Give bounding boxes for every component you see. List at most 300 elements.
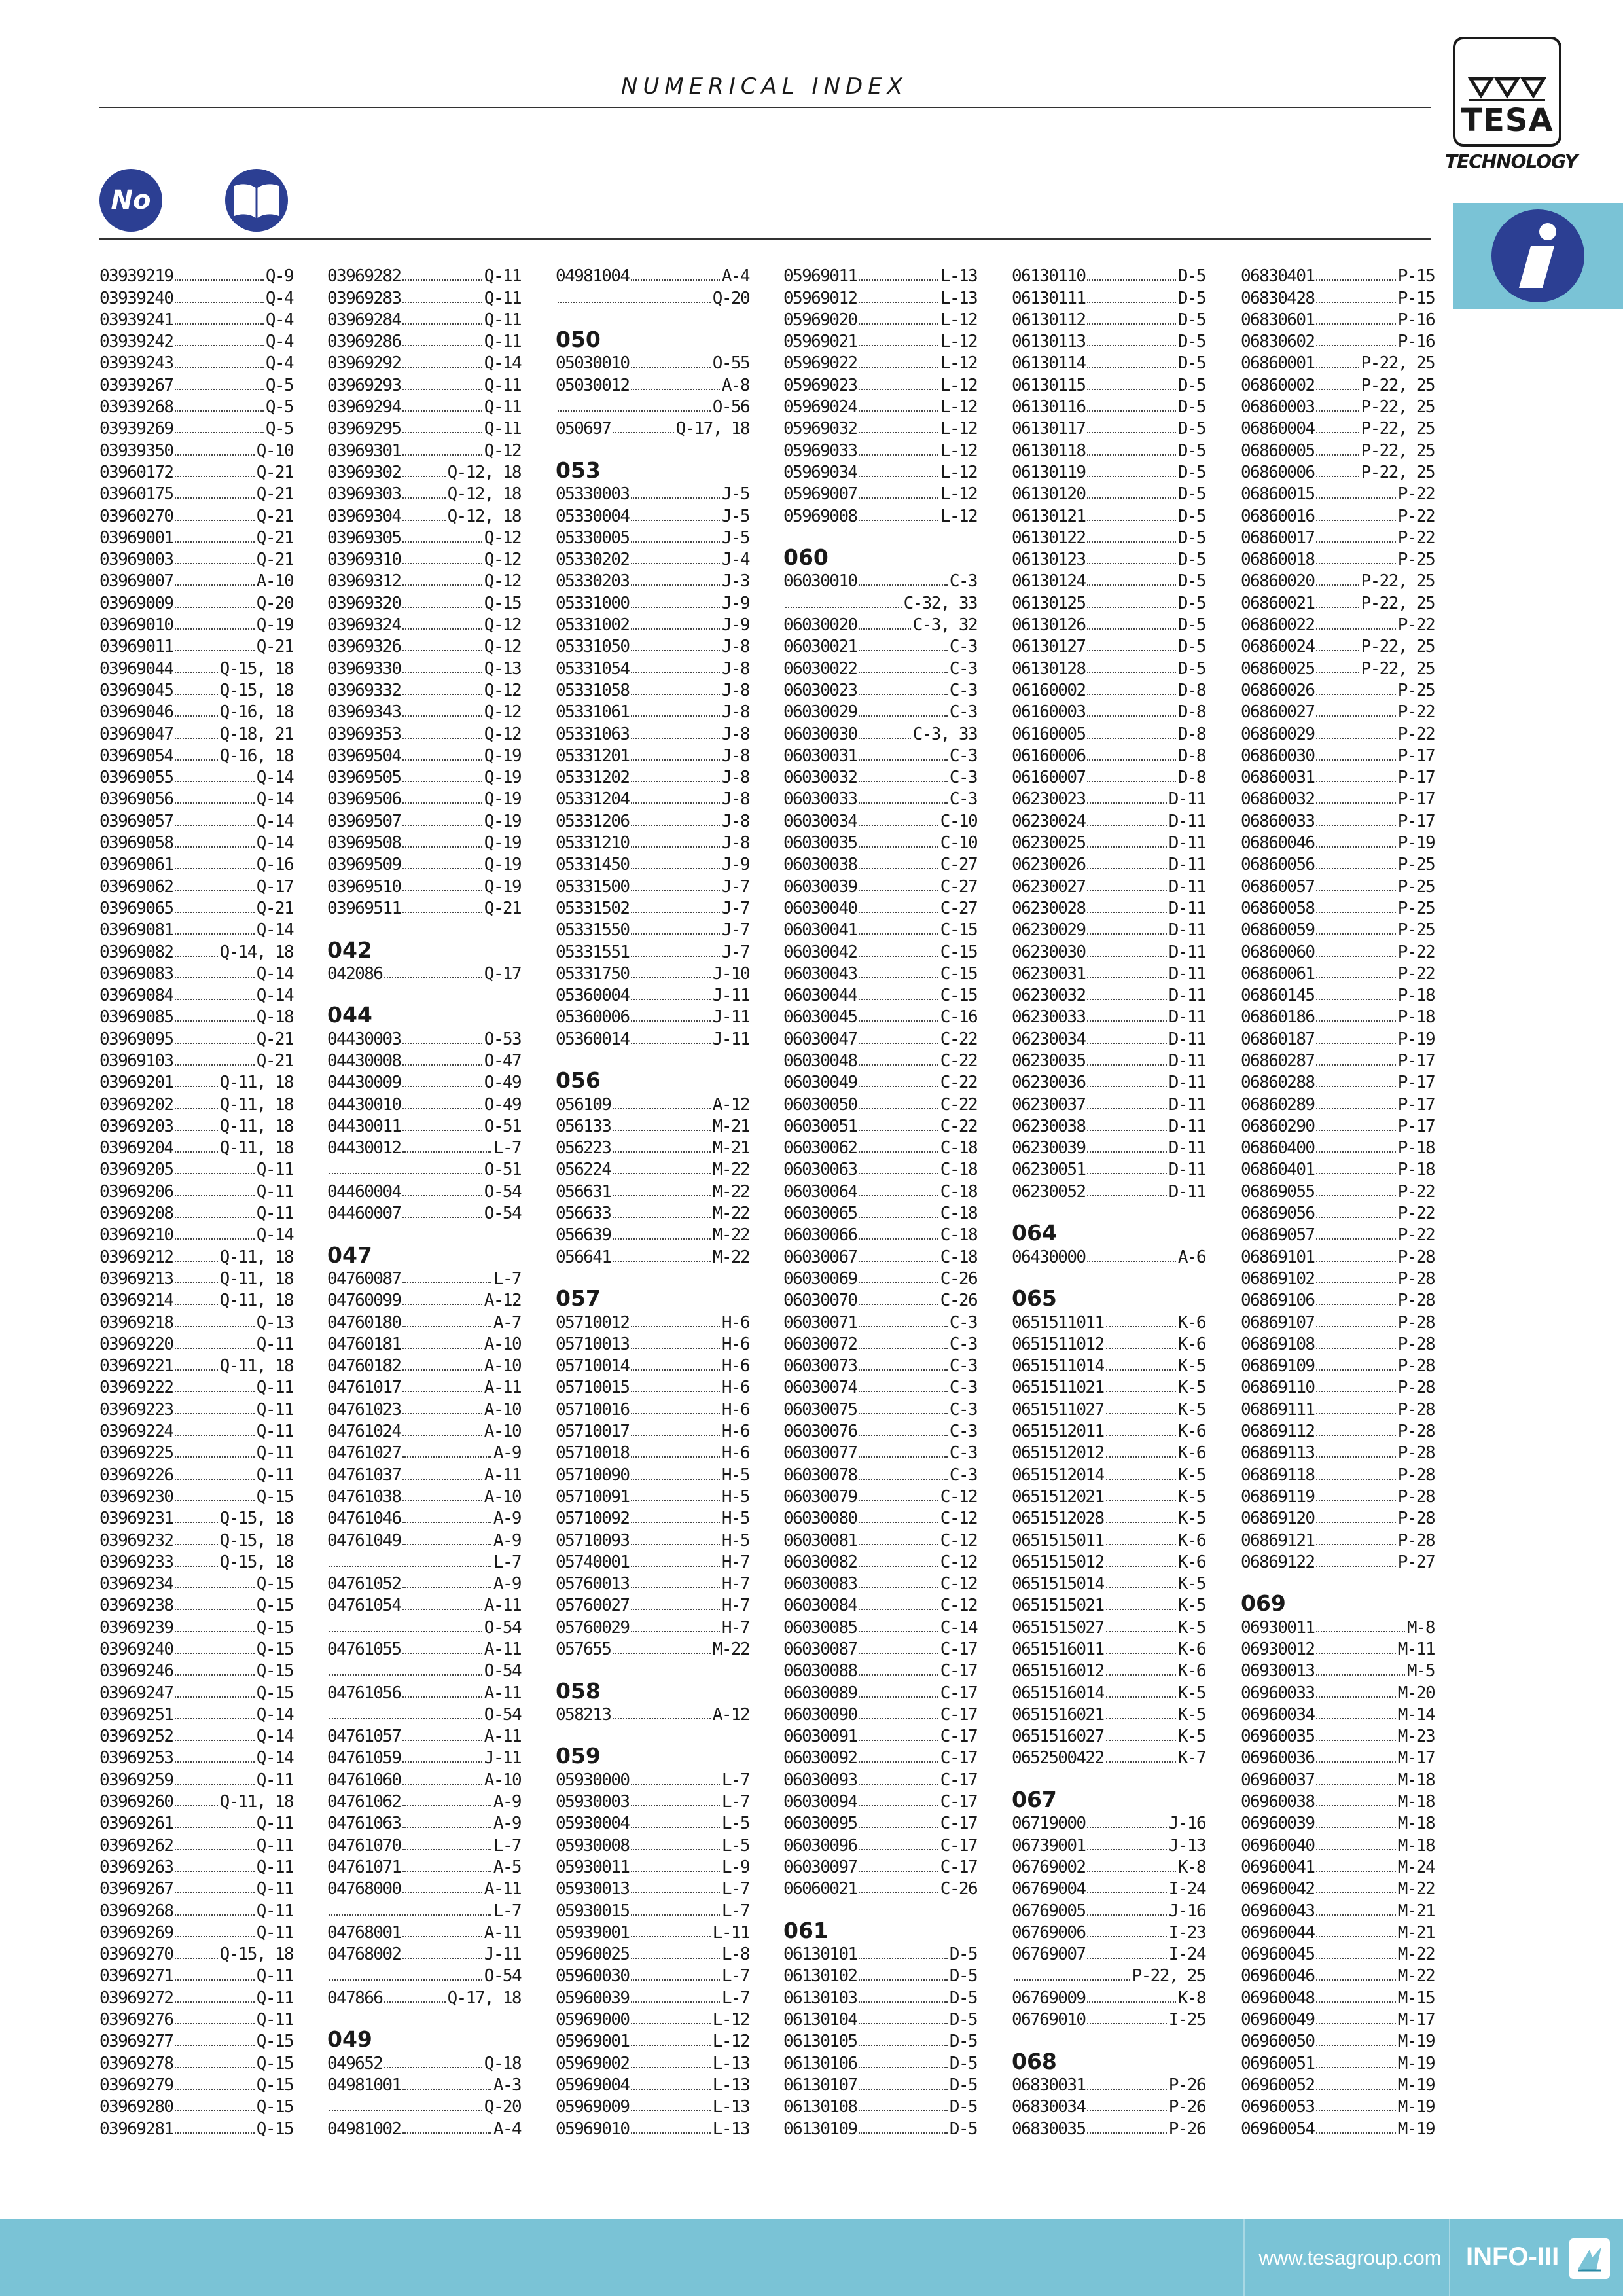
index-entry [1241, 1725, 1435, 1746]
index-entry [556, 1202, 749, 1223]
page-reference: J-4 [721, 550, 749, 570]
page-reference: Q-11 [256, 1988, 293, 2008]
page-reference: L-7 [721, 1988, 749, 2008]
dot-leader [402, 584, 482, 586]
article-number: 03969065 [99, 898, 173, 918]
article-number: 04761071 [327, 1857, 401, 1877]
article-number: 06130108 [783, 2097, 857, 2117]
page-reference: P-17 [1397, 789, 1435, 810]
index-entry [99, 1441, 293, 1463]
page-reference: M-22 [712, 1225, 749, 1246]
page-reference: L-8 [721, 1945, 749, 1965]
group-heading: 060 [783, 545, 829, 571]
article-number: 06869106 [1241, 1291, 1315, 1311]
index-entry [1012, 1833, 1205, 1855]
dot-leader [329, 1914, 491, 1916]
article-number: 06030050 [783, 1094, 857, 1115]
page-reference: M-19 [1397, 2032, 1435, 2052]
index-entry [1012, 526, 1205, 548]
page-reference: Q-12 [484, 571, 521, 592]
dot-leader [175, 345, 263, 346]
index-entry [327, 853, 521, 874]
index-entry [327, 1986, 521, 2007]
dot-leader [175, 738, 217, 739]
article-number: 03969292 [327, 353, 401, 374]
page-reference: D-11 [1168, 963, 1205, 984]
dot-leader [1087, 781, 1175, 782]
page-reference: H-5 [721, 1486, 749, 1507]
index-entry [783, 722, 977, 744]
index-entry [99, 1594, 293, 1615]
dot-leader [1316, 802, 1395, 804]
dot-leader [631, 672, 719, 673]
dot-leader [859, 476, 938, 477]
index-entry [99, 1005, 293, 1027]
article-number: 04761052 [327, 1574, 401, 1594]
page-reference: C-15 [940, 963, 977, 984]
index-entry [1241, 1507, 1435, 1528]
dot-leader [859, 1151, 938, 1153]
index-entry [1241, 722, 1435, 744]
article-number: 05969009 [556, 2097, 630, 2117]
page-reference: C-3 [949, 702, 977, 723]
dot-leader [859, 1413, 947, 1414]
dot-leader [1316, 672, 1359, 673]
page-reference: Q-12, 18 [447, 506, 521, 526]
dot-leader [402, 1761, 482, 1763]
page-reference: M-22 [712, 1181, 749, 1202]
page-reference: D-5 [1177, 615, 1205, 636]
index-entry [99, 2051, 293, 2073]
group-heading: 068 [1012, 2048, 1057, 2074]
dot-leader [175, 1587, 254, 1588]
index-entry [783, 1790, 977, 1812]
page-reference: O-53 [484, 1029, 521, 1049]
article-number: 06960040 [1241, 1835, 1315, 1856]
page-reference: M-17 [1397, 1748, 1435, 1768]
index-entry [99, 2073, 293, 2095]
dot-leader [631, 1849, 719, 1850]
page-reference: Q-17, 18 [447, 1988, 521, 2008]
article-number: 06030085 [783, 1617, 857, 1638]
index-entry [783, 504, 977, 526]
index-entry [1012, 918, 1205, 940]
page-reference: C-12 [940, 1530, 977, 1551]
page-reference: P-28 [1397, 1443, 1435, 1463]
article-number: 04430009 [327, 1073, 401, 1093]
dot-leader [859, 323, 938, 325]
index-entry [556, 613, 749, 635]
article-number: 03969223 [99, 1399, 173, 1420]
article-number: 03969276 [99, 2010, 173, 2030]
article-number: 03969233 [99, 1552, 173, 1572]
article-number: 056641 [556, 1247, 611, 1267]
dot-leader [631, 1544, 719, 1545]
index-entry [1012, 874, 1205, 896]
index-entry [327, 1528, 521, 1550]
index-entry [327, 2117, 521, 2138]
index-entry [99, 1986, 293, 2007]
index-entry [1012, 940, 1205, 961]
index-entry [1012, 1528, 1205, 1550]
index-entry [327, 1092, 521, 1114]
article-number: 06719000 [1012, 1814, 1086, 1834]
page-reference: D-8 [1177, 745, 1205, 766]
dot-leader [859, 2001, 947, 2003]
index-column-2 [327, 264, 521, 2139]
dot-leader [631, 977, 710, 978]
index-entry [1241, 264, 1435, 286]
page-reference: K-5 [1177, 1617, 1205, 1638]
page-reference: D-11 [1168, 1050, 1205, 1071]
dot-leader [859, 1304, 938, 1305]
article-number: 05969033 [783, 440, 857, 461]
article-number: 06960034 [1241, 1704, 1315, 1725]
index-entry [1241, 766, 1435, 787]
page-reference: P-28 [1397, 1247, 1435, 1267]
index-entry [99, 1943, 293, 1964]
index-entry [783, 613, 977, 635]
article-number: 06960043 [1241, 1901, 1315, 1921]
index-entry [556, 1790, 749, 1812]
dot-leader [329, 1631, 482, 1632]
index-entry [1012, 1507, 1205, 1528]
article-number: 06030065 [783, 1204, 857, 1224]
dot-leader [1087, 825, 1166, 826]
index-entry [1012, 1877, 1205, 1899]
page-reference: Q-19 [484, 745, 521, 766]
index-entry [1012, 766, 1205, 787]
index-entry [783, 1333, 977, 1354]
article-number: 05969022 [783, 353, 857, 374]
page-reference: C-22 [940, 1116, 977, 1136]
article-number: 05960039 [556, 1988, 630, 2008]
index-entry [99, 700, 293, 722]
article-number: 06230030 [1012, 942, 1086, 962]
article-number: 04761038 [327, 1486, 401, 1507]
index-entry [1012, 1354, 1205, 1376]
article-number: 06160006 [1012, 745, 1086, 766]
page-reference: P-18 [1397, 1138, 1435, 1158]
index-entry [556, 984, 749, 1005]
dot-leader [631, 802, 719, 804]
dot-leader [175, 563, 254, 564]
dot-leader [175, 1653, 254, 1654]
article-number: 06230031 [1012, 963, 1086, 984]
dot-leader [1106, 1435, 1176, 1436]
article-number: 06860290 [1241, 1116, 1315, 1136]
index-entry [1012, 308, 1205, 330]
page-reference: C-3 [949, 1465, 977, 1485]
page-reference: L-7 [721, 1770, 749, 1790]
numero-icon [99, 169, 162, 232]
index-column-4 [783, 264, 977, 2139]
index-entry [1012, 1725, 1205, 1746]
article-number: 04761023 [327, 1399, 401, 1420]
page-reference: D-5 [1177, 528, 1205, 548]
page-reference: C-12 [940, 1509, 977, 1529]
page-reference: Q-11, 18 [219, 1116, 293, 1136]
group-heading: 065 [1012, 1285, 1057, 1312]
dot-leader [175, 323, 263, 325]
dot-leader [859, 715, 947, 717]
page-reference: Q-16 [256, 855, 293, 875]
page-reference: M-18 [1397, 1792, 1435, 1812]
article-number: 06230033 [1012, 1007, 1086, 1028]
group-heading: 069 [1241, 1590, 1286, 1617]
index-entry [1241, 308, 1435, 330]
dot-leader [175, 1086, 217, 1087]
index-entry [1241, 2008, 1435, 2030]
dot-leader [402, 868, 482, 869]
dot-leader [1316, 1740, 1395, 1741]
dot-leader [859, 1130, 938, 1131]
page-reference: O-54 [484, 1966, 521, 1986]
article-number: 03939350 [99, 440, 173, 461]
dot-leader [1316, 1566, 1395, 1567]
index-entry [1012, 1179, 1205, 1201]
page-reference: J-8 [721, 680, 749, 700]
footer-divider [1243, 2219, 1245, 2296]
article-number: 06860061 [1241, 963, 1315, 984]
page-reference: Q-9 [265, 266, 293, 287]
index-entry [1012, 330, 1205, 351]
dot-leader [859, 1195, 938, 1196]
page-reference: Q-11 [256, 2010, 293, 2030]
index-entry [327, 1267, 521, 1289]
index-entry [99, 1027, 293, 1049]
article-number: 06869101 [1241, 1247, 1315, 1267]
page-reference: M-18 [1397, 1814, 1435, 1834]
page-reference: J-10 [712, 963, 749, 984]
dot-leader [402, 1304, 482, 1305]
article-number: 04760099 [327, 1291, 401, 1311]
index-entry [556, 591, 749, 613]
index-entry [1012, 1812, 1205, 1833]
index-entry [1012, 1005, 1205, 1027]
page-reference: P-16 [1397, 310, 1435, 330]
index-entry [99, 1877, 293, 1899]
article-number: 06869108 [1241, 1334, 1315, 1354]
dot-leader [859, 1958, 947, 1959]
article-number: 06130116 [1012, 397, 1086, 418]
page-reference: P-25 [1397, 680, 1435, 700]
index-entry [327, 656, 521, 678]
dot-leader [859, 410, 938, 412]
page-reference: Q-15, 18 [219, 1509, 293, 1529]
article-number: 06860145 [1241, 986, 1315, 1006]
page-reference: Q-11 [256, 1814, 293, 1834]
dot-leader [1316, 497, 1395, 499]
dot-leader [859, 1609, 938, 1610]
page-reference: L-7 [493, 1138, 521, 1158]
article-number: 03969253 [99, 1748, 173, 1768]
index-entry [1241, 831, 1435, 853]
page-reference: A-5 [493, 1857, 521, 1877]
index-entry [783, 1289, 977, 1310]
page-reference: A-6 [1177, 1247, 1205, 1267]
dot-leader [1087, 1827, 1166, 1828]
index-entry [99, 1223, 293, 1245]
page-reference: C-10 [940, 811, 977, 831]
page-reference: Q-15 [256, 1617, 293, 1638]
page-reference: Q-12, 18 [447, 462, 521, 482]
index-entry [327, 1725, 521, 1746]
dot-leader [1087, 890, 1166, 891]
index-entry [1012, 286, 1205, 308]
index-entry [556, 1420, 749, 1441]
page-reference: M-19 [1397, 2097, 1435, 2117]
index-entry [99, 1202, 293, 1223]
page-reference: Q-18 [484, 2053, 521, 2073]
dot-leader [1087, 628, 1175, 630]
index-entry [783, 1768, 977, 1789]
dot-leader [1316, 1914, 1395, 1916]
article-number: 03969305 [327, 528, 401, 548]
dot-leader [175, 650, 254, 651]
article-number: 06030071 [783, 1312, 857, 1333]
index-entry [327, 897, 521, 918]
index-entry [783, 1027, 977, 1049]
index-entry [99, 1507, 293, 1528]
index-entry [327, 1202, 521, 1223]
page-reference: D-5 [949, 1988, 977, 2008]
article-number: 03969084 [99, 986, 173, 1006]
page-reference: Q-12 [484, 637, 521, 657]
index-entry [1012, 613, 1205, 635]
article-number: 06860059 [1241, 920, 1315, 941]
index-entry [783, 2073, 977, 2095]
dot-leader [175, 1631, 254, 1632]
index-entry [1241, 526, 1435, 548]
article-number: 05710015 [556, 1378, 630, 1398]
index-entry [1241, 787, 1435, 809]
page-reference: O-51 [484, 1160, 521, 1180]
dot-leader [1316, 279, 1395, 281]
article-number: 05331551 [556, 942, 630, 962]
index-entry [783, 766, 977, 787]
page-reference: O-49 [484, 1094, 521, 1115]
dot-leader [329, 1566, 491, 1567]
page-reference: Q-21 [256, 637, 293, 657]
page-reference: Q-15 [256, 2053, 293, 2073]
article-number: 06030078 [783, 1465, 857, 1485]
index-entry [327, 1049, 521, 1071]
index-entry [1241, 1136, 1435, 1158]
page-reference: A-11 [484, 1596, 521, 1616]
page-reference: Q-11 [256, 1378, 293, 1398]
index-entry [556, 1964, 749, 1986]
index-entry [783, 1179, 977, 1201]
dot-leader [175, 389, 263, 390]
dot-leader [859, 1566, 938, 1567]
index-entry [1241, 373, 1435, 395]
page-reference: C-3 [949, 680, 977, 700]
article-number: 04761046 [327, 1509, 401, 1529]
page-reference: J-8 [721, 724, 749, 744]
dot-leader [1106, 1696, 1176, 1698]
page-reference: P-18 [1397, 1007, 1435, 1028]
article-number: 06860401 [1241, 1160, 1315, 1180]
index-entry [783, 1485, 977, 1507]
article-number: 042086 [327, 963, 383, 984]
page-reference: K-6 [1177, 1334, 1205, 1354]
index-entry [1241, 439, 1435, 460]
page-reference: P-22 [1397, 1181, 1435, 1202]
index-entry [327, 1746, 521, 1768]
page-reference: C-3 [949, 1312, 977, 1333]
index-entry [1241, 2030, 1435, 2051]
dot-leader [175, 1348, 254, 1349]
article-number: 05760013 [556, 1574, 630, 1594]
dot-leader [613, 1151, 710, 1153]
dot-leader [859, 781, 947, 782]
index-entry [327, 962, 521, 984]
page-reference: Q-11 [256, 1204, 293, 1224]
dot-leader [329, 1979, 482, 1981]
dot-leader [1316, 846, 1395, 848]
page-reference: Q-15, 18 [219, 658, 293, 679]
dot-leader [175, 367, 263, 368]
dot-leader [402, 650, 482, 651]
page-reference: Q-11 [256, 1879, 293, 1899]
index-entry [327, 787, 521, 809]
index-entry [99, 1485, 293, 1507]
page-reference: O-47 [484, 1050, 521, 1071]
article-number: 03969332 [327, 680, 401, 700]
page-reference: L-12 [712, 2010, 749, 2030]
page-reference: K-6 [1177, 1552, 1205, 1572]
index-entry [327, 548, 521, 569]
index-entry [99, 2008, 293, 2030]
page-reference: J-5 [721, 506, 749, 526]
page-reference: C-18 [940, 1225, 977, 1246]
dot-leader [859, 1173, 938, 1174]
dot-leader [402, 520, 445, 521]
page-reference: D-5 [949, 2010, 977, 2030]
index-entry [783, 1681, 977, 1702]
index-entry [99, 679, 293, 700]
page-reference: P-27 [1397, 1552, 1435, 1572]
page-reference: J-16 [1168, 1901, 1205, 1921]
dot-leader [402, 781, 482, 782]
article-number: 03969269 [99, 1922, 173, 1943]
dot-leader [402, 1130, 482, 1131]
article-number: 06830401 [1241, 266, 1315, 287]
index-entry [327, 1790, 521, 1812]
index-entry [327, 2073, 521, 2095]
index-entry [1241, 2073, 1435, 2095]
article-number: 05330203 [556, 571, 630, 592]
article-number: 05969024 [783, 397, 857, 418]
index-entry [327, 395, 521, 417]
index-entry [99, 395, 293, 417]
article-number: 06960036 [1241, 1748, 1315, 1768]
article-number: 06869121 [1241, 1530, 1315, 1551]
article-number: 05710090 [556, 1465, 630, 1485]
index-entry [1241, 744, 1435, 766]
index-entry [99, 1899, 293, 1920]
dot-leader [1316, 1217, 1395, 1218]
article-number: 03939241 [99, 310, 173, 330]
page-reference: K-8 [1177, 1988, 1205, 2008]
dot-leader [1316, 323, 1395, 325]
article-number: 06030080 [783, 1509, 857, 1529]
dot-leader [175, 1609, 254, 1610]
dot-leader [631, 2023, 710, 2024]
index-entry [556, 373, 749, 395]
page-reference: K-5 [1177, 1399, 1205, 1420]
